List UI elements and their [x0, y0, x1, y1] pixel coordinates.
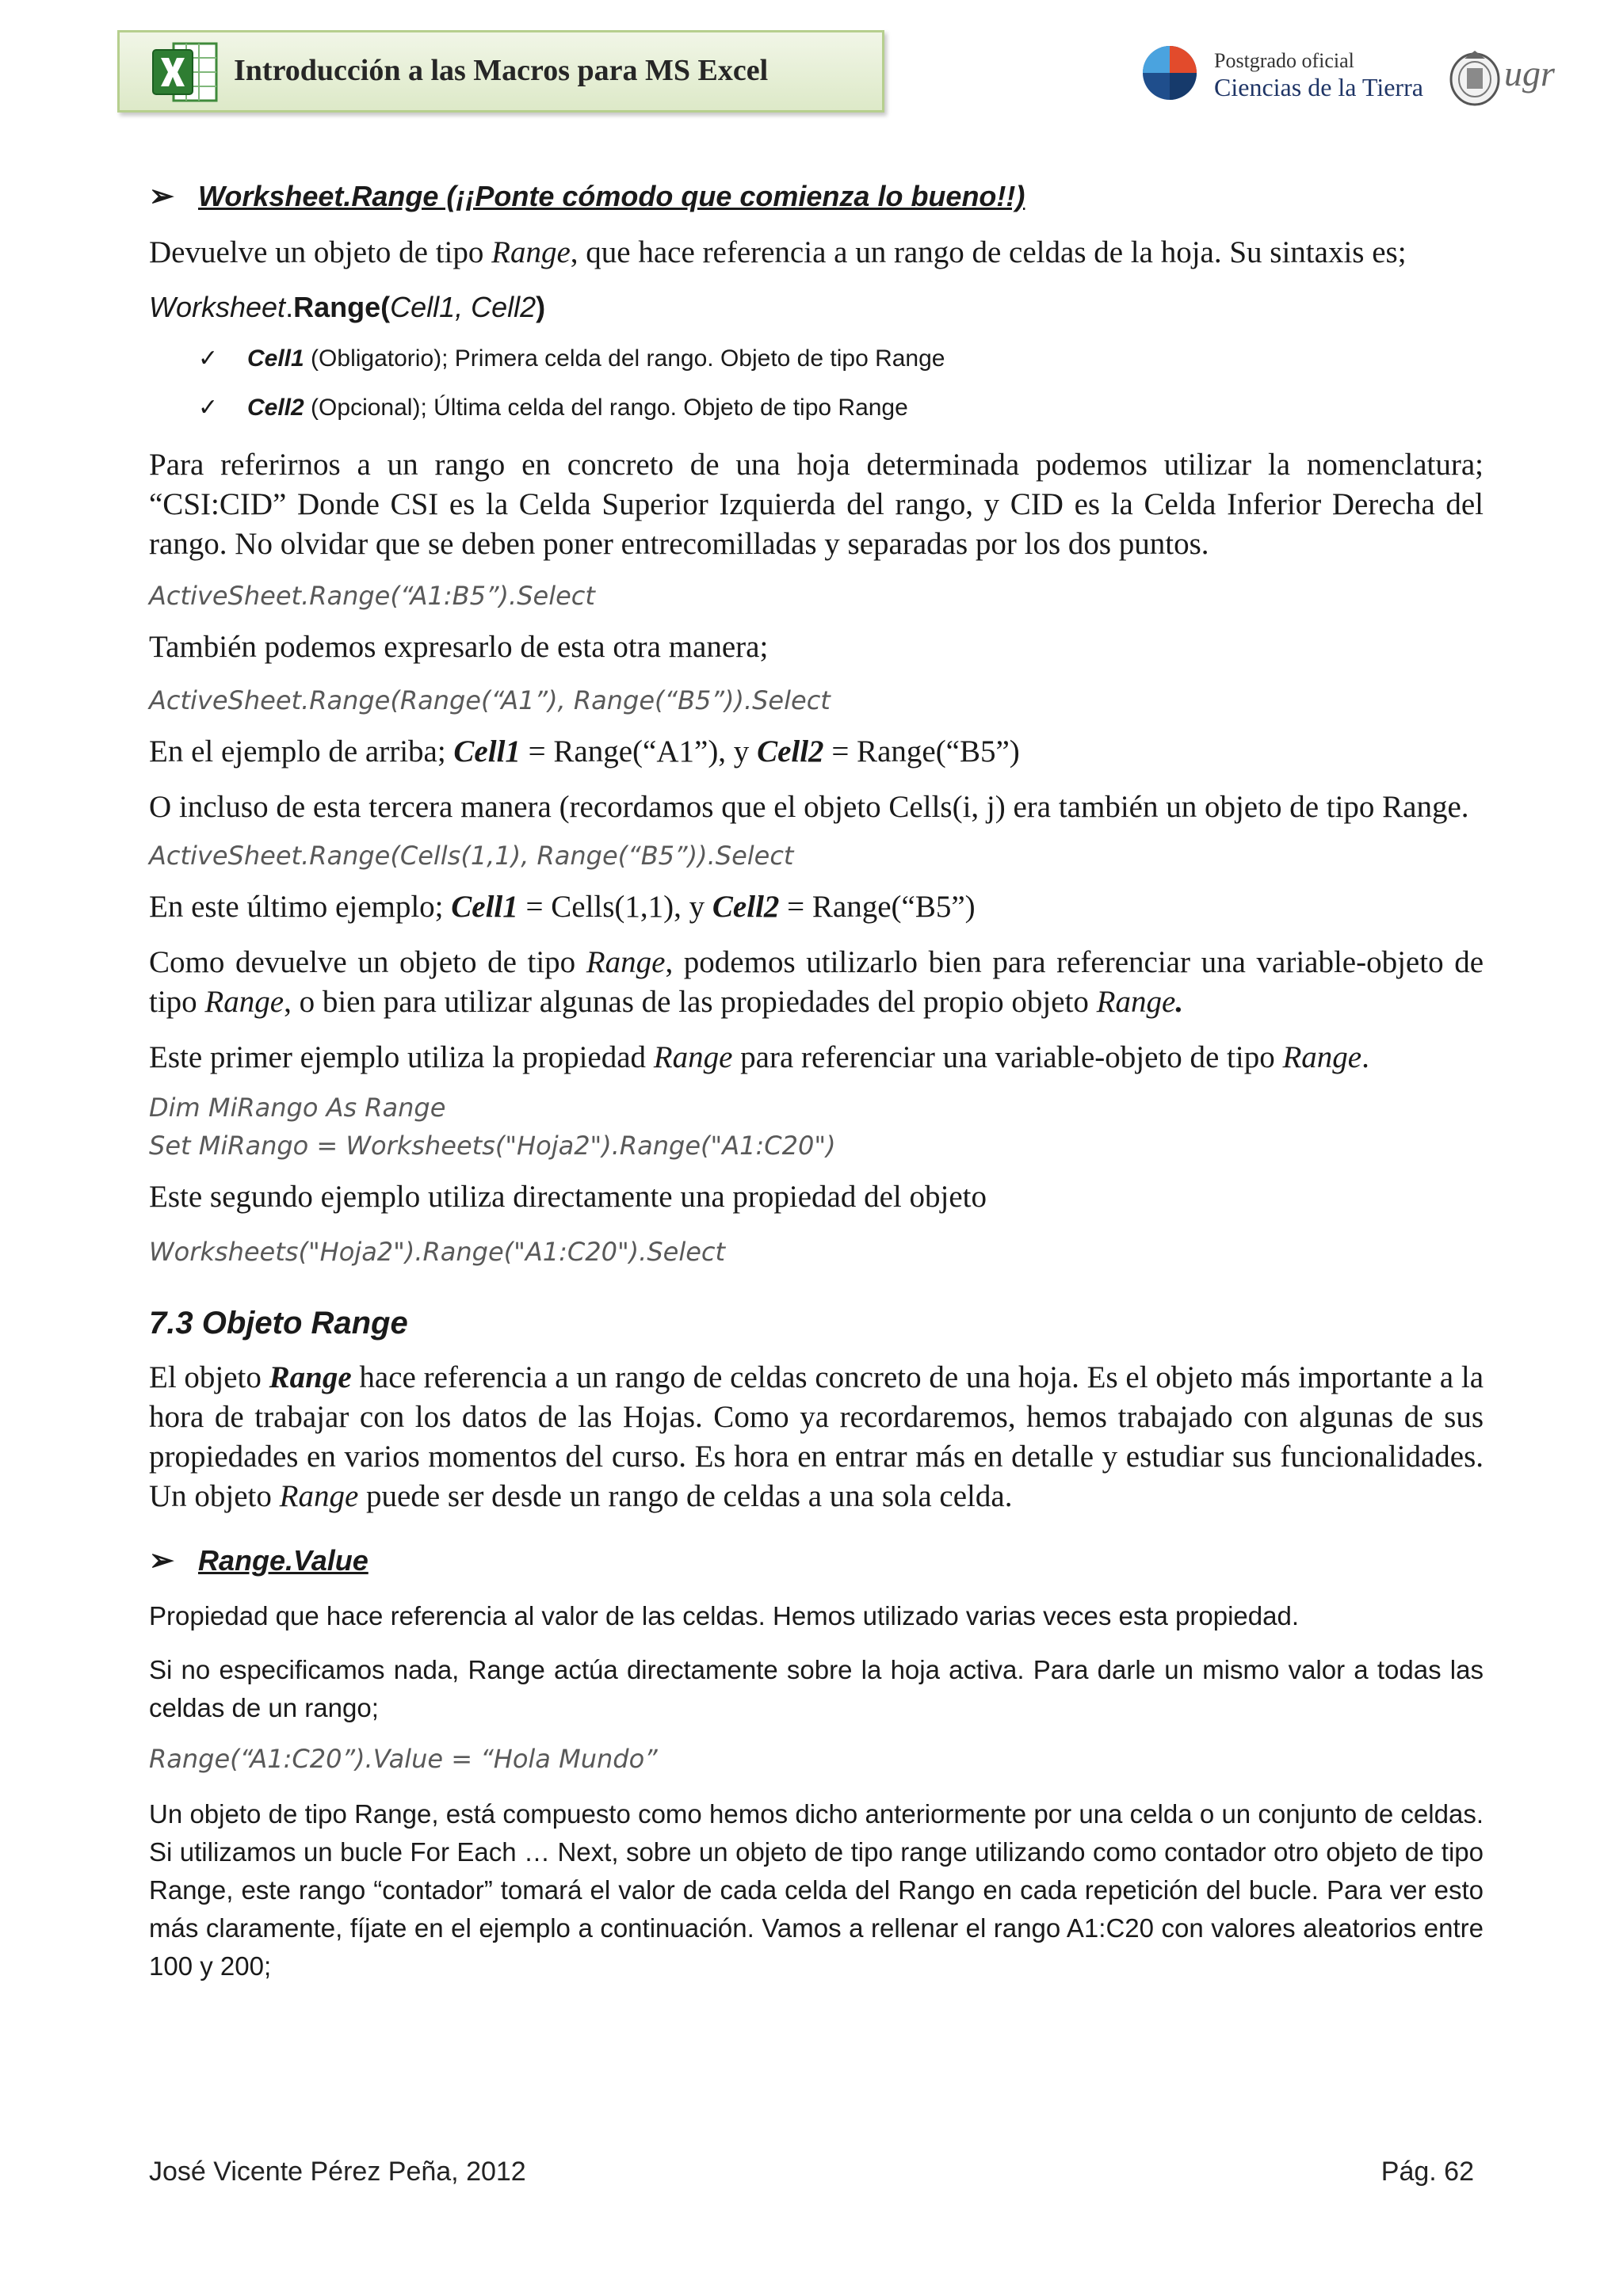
- text: El objeto: [149, 1360, 269, 1394]
- syntax-object: Worksheet: [149, 291, 286, 323]
- code-example-2: ActiveSheet.Range(Range(“A1”), Range(“B5”)).Select: [149, 685, 831, 715]
- paragraph-segundo-ejemplo: Este segundo ejemplo utiliza directamente una propiedad del objeto: [149, 1180, 987, 1214]
- code-example-4-line1: Dim MiRango As Range: [149, 1093, 446, 1123]
- brand-line-ciencias: Ciencias de la Tierra: [1214, 73, 1423, 101]
- paragraph-otra-manera: También podemos expresarlo de esta otra manera;: [149, 630, 769, 664]
- footer-author: José Vicente Pérez Peña, 2012: [149, 2157, 526, 2187]
- syntax-args: Cell1, Cell2: [390, 291, 537, 323]
- text: .: [1175, 985, 1184, 1019]
- text: Devuelve un objeto de tipo: [149, 235, 492, 269]
- arrow-bullet-icon: ➢: [149, 1544, 174, 1577]
- text: Como devuelve un objeto de tipo: [149, 945, 586, 979]
- brand-area: [1141, 44, 1553, 116]
- text: para referenciar una variable-objeto de tipo: [732, 1040, 1283, 1074]
- syntax-line: [149, 287, 1484, 328]
- footer-page-number: Pág. 62: [1381, 2157, 1474, 2187]
- paragraph-nomenclatura: Para referirnos a un rango en concreto de una hoja determinada podemos utilizar la nomenclatura; “CSI:CID” Donde CSI es la Celda Superior Izquierda del rango, y CID es la Celda Inferior Derecha del rango. No olvidar que se deben poner entrecomilladas y separadas por los dos puntos.: [149, 448, 1484, 561]
- text-italic: Range: [491, 235, 571, 269]
- code-example-3: ActiveSheet.Range(Cells(1,1), Range(“B5”)).Select: [149, 841, 794, 871]
- text: Este primer ejemplo utiliza la propiedad: [149, 1040, 654, 1074]
- text-italic: Range: [1096, 985, 1176, 1019]
- text: hace referencia a un rango de celdas concreto de una hoja. Es el objeto más importante a la hora de trabajar con los datos de las Hojas. Como ya recordaremos, hemos trabajado con algunas de sus propiedades en varios momentos del curso. Es hora en entrar más en detalle y estudiar sus funcionalidades. Un objeto: [149, 1360, 1484, 1513]
- check-icon: ✓: [198, 345, 219, 372]
- paragraph-ultimo-ejemplo: [149, 887, 1484, 927]
- check-item-cell2: [149, 390, 1484, 426]
- excel-logo-icon: [151, 39, 220, 105]
- syntax-close: ): [536, 291, 546, 323]
- text-italic: Range: [653, 1040, 733, 1074]
- arrow-bullet-icon: ➢: [149, 180, 174, 213]
- param-desc: (Opcional); Última celda del rango. Objeto de tipo Range: [304, 395, 908, 421]
- text: En el ejemplo de arriba;: [149, 734, 454, 769]
- param-desc: (Obligatorio); Primera celda del rango. Objeto de tipo Range: [304, 345, 945, 372]
- text: = Range(“B5”): [823, 734, 1020, 769]
- check-item-cell1: [149, 341, 1484, 377]
- text: = Range(“A1”), y: [520, 734, 758, 769]
- code-example-1: ActiveSheet.Range(“A1:B5”).Select: [149, 581, 595, 611]
- text-bold-italic: Cell2: [757, 734, 824, 769]
- text: = Range(“B5”): [779, 890, 976, 924]
- heading-text: Range.Value: [198, 1544, 369, 1577]
- paragraph-como-devuelve: [149, 943, 1484, 1022]
- code-example-5: Worksheets("Hoja2").Range("A1:C20").Select: [149, 1237, 726, 1267]
- text-bold-italic: Cell1: [453, 734, 521, 769]
- header-banner: [117, 30, 884, 113]
- text: = Cells(1,1), y: [517, 890, 712, 924]
- paragraph-bucle: Un objeto de tipo Range, está compuesto como hemos dicho anteriormente por una celda o un conjunto de celdas. Si utilizamos un bucle For Each … Next, sobre un objeto de tipo range utilizando como contador otro objeto de tipo Range, este rango “contador” tomará el valor de cada celda del Rango en cada repetición del bucle. Para ver esto más claramente, fíjate en el ejemplo a continuación. Vamos a rellenar el rango A1:C20 con valores aleatorios entre 100 y 200;: [149, 1799, 1484, 1981]
- brand-line-postgrado: Postgrado oficial: [1214, 49, 1354, 72]
- param-name: Cell2: [247, 395, 304, 421]
- syntax-method: Range(: [293, 291, 391, 323]
- param-name: Cell1: [247, 345, 304, 372]
- text: .: [1361, 1040, 1369, 1074]
- paragraph-propiedad: Propiedad que hace referencia al valor de las celdas. Hemos utilizado varias veces esta propiedad.: [149, 1601, 1300, 1630]
- paragraph-no-especificamos: Si no especificamos nada, Range actúa directamente sobre la hoja activa. Para darle un mismo valor a todas las celdas de un rango;: [149, 1655, 1484, 1722]
- section-title: 7.3 Objeto Range: [149, 1306, 408, 1341]
- text-bold-italic: Cell2: [712, 890, 780, 924]
- text: , o bien para utilizar algunas de las propiedades del propio objeto: [284, 985, 1097, 1019]
- code-example-4-line2: Set MiRango = Worksheets("Hoja2").Range("A1:C20"): [149, 1131, 836, 1161]
- heading-worksheet-range: [149, 176, 1484, 217]
- code-example-6: Range(“A1:C20”).Value = “Hola Mundo”: [149, 1744, 658, 1774]
- heading-text: Worksheet.Range (¡¡Ponte cómodo que comienza lo bueno!!): [198, 180, 1025, 212]
- page-content: [149, 173, 1484, 1985]
- text: En este último ejemplo;: [149, 890, 452, 924]
- ugr-seal-icon: [1447, 48, 1503, 108]
- text-italic: Range: [279, 1479, 359, 1513]
- paragraph-objeto-range: [149, 1358, 1484, 1516]
- text-bold-italic: Cell1: [451, 890, 518, 924]
- header-title: Introducción a las Macros para MS Excel: [234, 54, 769, 87]
- earth-logo-icon: [1141, 44, 1198, 101]
- paragraph-ejemplo-arriba: [149, 732, 1484, 772]
- text: , podemos utilizarlo bien para referenciar una variable-objeto de tipo: [149, 945, 1484, 1019]
- ugr-wordmark: ugr: [1504, 53, 1555, 93]
- paragraph-primer-ejemplo: [149, 1038, 1484, 1077]
- check-icon: ✓: [198, 395, 219, 421]
- text-italic: Range: [204, 985, 285, 1019]
- text-italic: Range: [1282, 1040, 1362, 1074]
- paragraph-tercera-manera: O incluso de esta tercera manera (recordamos que el objeto Cells(i, j) era también un objeto de tipo Range.: [149, 790, 1469, 824]
- heading-range-value: [149, 1540, 1484, 1581]
- text: , que hace referencia a un rango de celdas de la hoja. Su sintaxis es;: [570, 235, 1407, 269]
- syntax-dot: .: [285, 291, 294, 323]
- paragraph-intro: [149, 233, 1484, 273]
- text: puede ser desde un rango de celdas a una sola celda.: [358, 1479, 1013, 1513]
- text-bold-italic: Range: [269, 1360, 352, 1394]
- text-italic: Range: [586, 945, 666, 979]
